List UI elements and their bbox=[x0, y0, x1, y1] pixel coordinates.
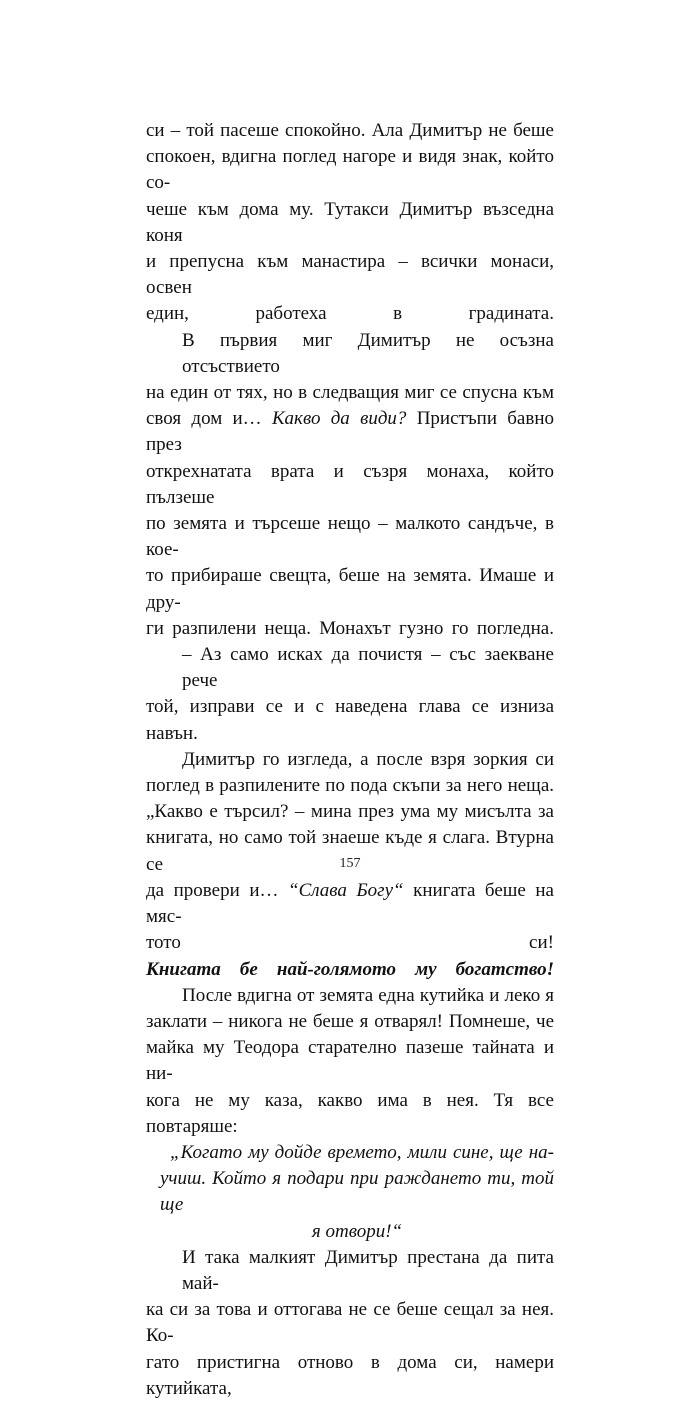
text-line: тото си! bbox=[146, 932, 554, 954]
text-line: един, работеха в градината. bbox=[146, 303, 554, 325]
text-line bbox=[146, 878, 554, 930]
text-line: то прибираше свещта, беше на земята. Имаше и дру- bbox=[146, 565, 554, 613]
italic-phrase: Какво да види? bbox=[271, 408, 407, 430]
paragraph-5 bbox=[146, 957, 554, 983]
quote-line: я отвори!“ bbox=[311, 1220, 403, 1242]
text-line: гато пристигна отново в дома си, намери кутийката, bbox=[146, 1351, 554, 1399]
text-segment: да провери и… bbox=[146, 879, 289, 901]
text-line: После вдигна от земята една кутийка и леко я bbox=[182, 984, 554, 1006]
paragraph-7 bbox=[146, 1245, 554, 1402]
text-line: Димитър го изгледа, а после взря зоркия си bbox=[182, 748, 554, 770]
paragraph-1 bbox=[146, 118, 554, 328]
text-line: на един от тях, но в следващия миг се спусна към bbox=[146, 382, 554, 404]
page-body-text bbox=[146, 118, 554, 1402]
quote-block bbox=[146, 1140, 554, 1245]
page-number: 157 bbox=[339, 856, 361, 871]
quote-line: „Когато му дойде времето, мили сине, ще на- bbox=[170, 1141, 554, 1163]
text-line: по земята и търсеше нещо – малкото сандъче, в кое- bbox=[146, 513, 554, 561]
text-line bbox=[146, 406, 554, 458]
emphasis-line: Книгата бе най-голямото му богатство! bbox=[146, 958, 554, 980]
text-line: кога не му каза, какво има в нея. Тя все повтаряше: bbox=[146, 1089, 554, 1137]
text-line: – Аз само исках да почистя – със заекване рече bbox=[182, 644, 554, 692]
text-line: ка си за това и оттогава не се беше сещал за нея. Ко- bbox=[146, 1299, 554, 1347]
text-line: поглед в разпилените по пода скъпи за него неща. bbox=[146, 775, 554, 797]
text-segment: Пристъпи бавно през bbox=[146, 408, 554, 456]
text-line: майка му Теодора старателно пазеше тайната и ни- bbox=[146, 1037, 554, 1085]
text-line: книгата, но само той знаеше къде я слага. Втурна се bbox=[146, 827, 554, 875]
italic-phrase: “Слава Богу“ bbox=[288, 879, 404, 901]
text-line: той, изправи се и с наведена глава се изниза навън. bbox=[146, 696, 554, 744]
text-line: „Какво е търсил? – мина през ума му мисълта за bbox=[146, 801, 554, 823]
text-line: и препусна към манастира – всички монаси, освен bbox=[146, 251, 554, 299]
text-line: И така малкият Димитър престана да пита май- bbox=[182, 1246, 554, 1294]
text-line: ги разпилени неща. Монахът гузно го погледна. bbox=[146, 617, 554, 639]
paragraph-2 bbox=[146, 328, 554, 642]
text-line: заклати – никога не беше я отварял! Помнеше, че bbox=[146, 1010, 554, 1032]
text-segment: книгата беше на мяс- bbox=[146, 879, 554, 928]
paragraph-4 bbox=[146, 747, 554, 957]
text-line: В първия миг Димитър не осъзна отсъствието bbox=[182, 329, 554, 377]
text-line: чеше към дома му. Тутакси Димитър възседна коня bbox=[146, 198, 554, 246]
text-line: спокоен, вдигна поглед нагоре и видя знак, който со- bbox=[146, 146, 554, 194]
paragraph-3 bbox=[146, 642, 554, 747]
paragraph-6 bbox=[146, 983, 554, 1140]
quote-line: учиш. Който я подари при раждането ти, той ще bbox=[160, 1168, 554, 1216]
text-segment: своя дом и… bbox=[146, 408, 272, 430]
text-line: открехнатата врата и съзря монаха, който пълзеше bbox=[146, 460, 554, 508]
text-line: си – той пасеше спокойно. Ала Димитър не беше bbox=[146, 120, 554, 141]
